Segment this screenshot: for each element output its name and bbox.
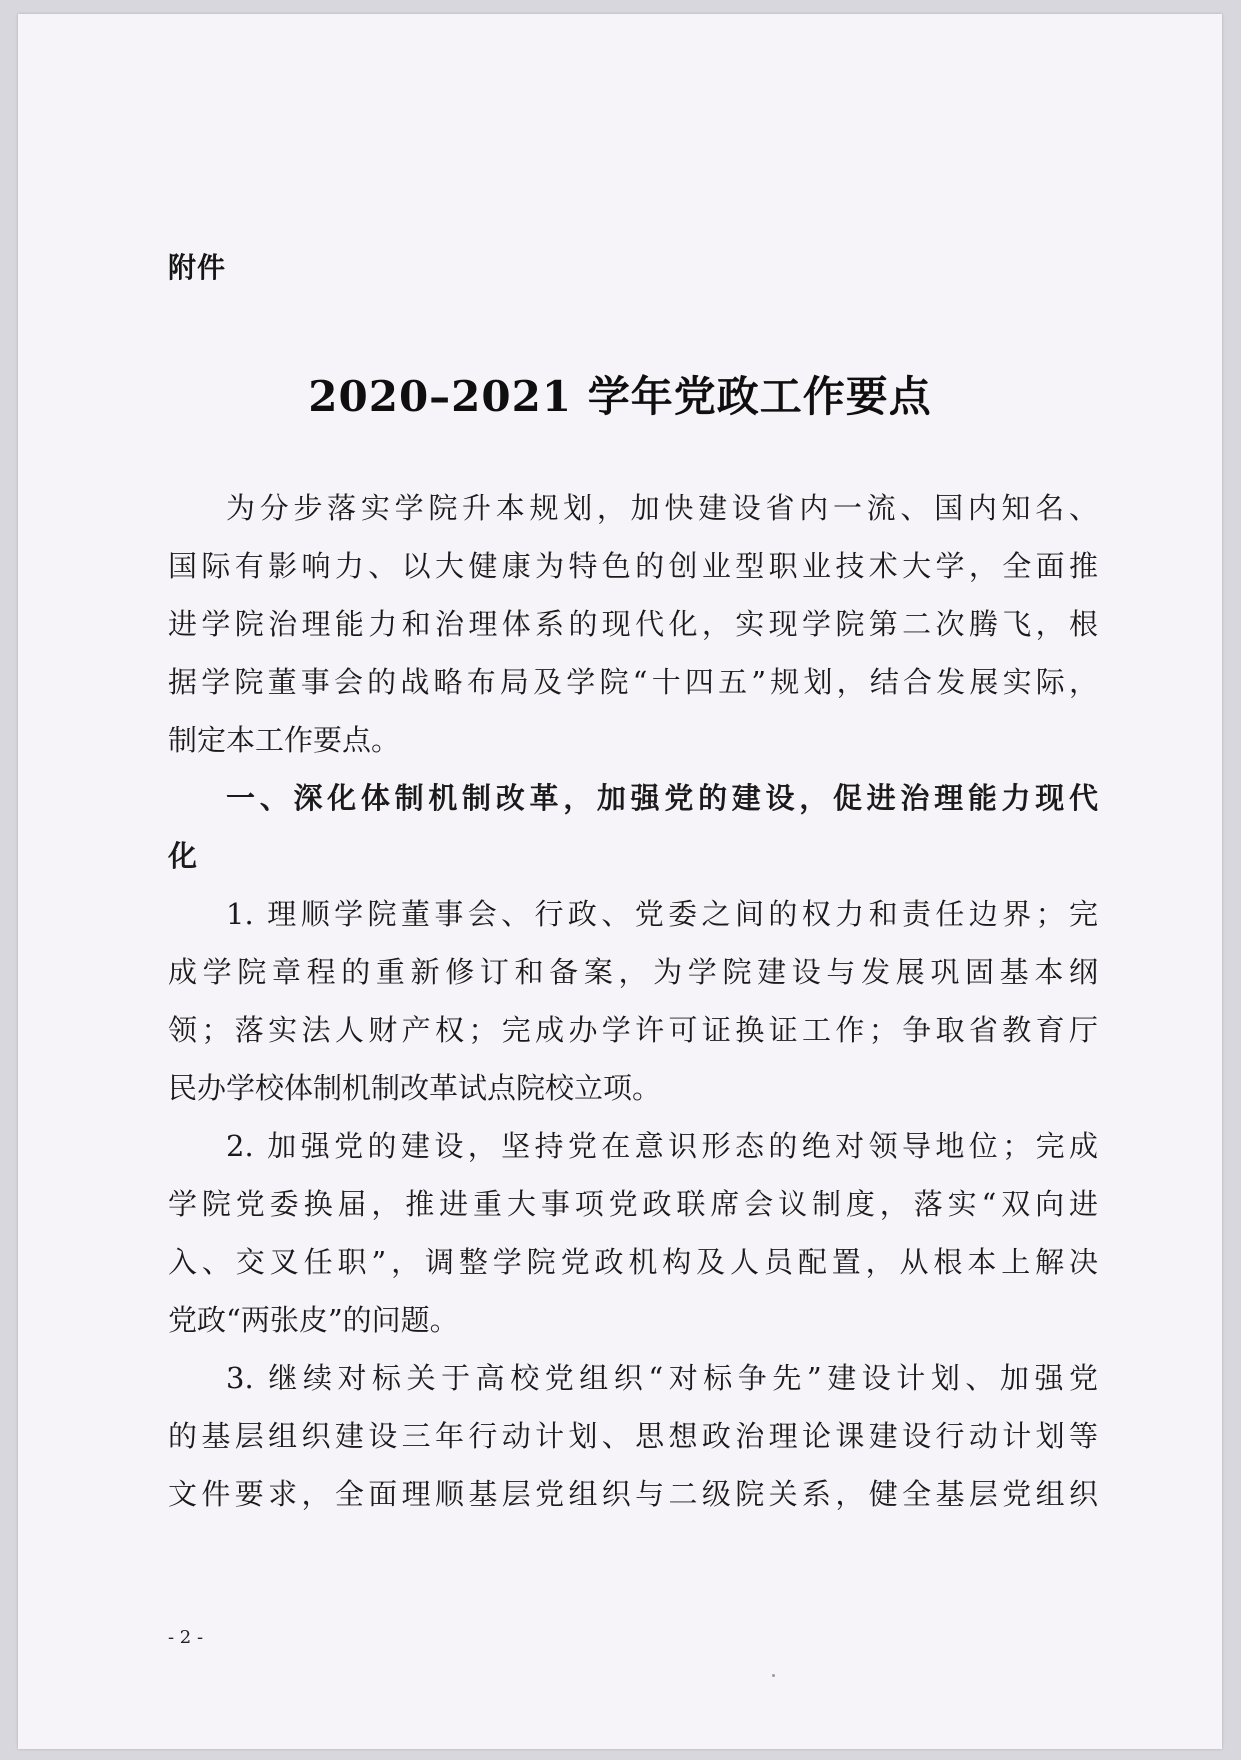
paragraph-line: 2. 加强党的建设，坚持党在意识形态的绝对领导地位；完成 bbox=[226, 1129, 1098, 1163]
section-heading-line: 化 bbox=[168, 839, 198, 873]
paragraph-line: 为分步落实学院升本规划，加快建设省内一流、国内知名、 bbox=[226, 491, 1098, 525]
paragraph-line: 民办学校体制机制改革试点院校立项。 bbox=[168, 1071, 662, 1105]
paragraph-line: 1. 理顺学院董事会、行政、党委之间的权力和责任边界；完 bbox=[226, 897, 1098, 931]
paragraph-line: 领；落实法人财产权；完成办学许可证换证工作；争取省教育厅 bbox=[168, 1013, 1098, 1047]
document-title: 2020–2021 学年党政工作要点 bbox=[308, 372, 932, 421]
paragraph-line: 学院党委换届，推进重大事项党政联席会议制度，落实“双向进 bbox=[168, 1187, 1098, 1221]
document-body bbox=[168, 479, 1098, 1523]
paragraph-line: 3. 继续对标关于高校党组织“对标争先”建设计划、加强党 bbox=[226, 1361, 1098, 1395]
paragraph-line: 据学院董事会的战略布局及学院“十四五”规划，结合发展实际， bbox=[168, 665, 1098, 699]
scan-speck bbox=[772, 1674, 775, 1677]
paragraph-line: 进学院治理能力和治理体系的现代化，实现学院第二次腾飞，根 bbox=[168, 607, 1098, 641]
paragraph-line: 成学院章程的重新修订和备案，为学院建设与发展巩固基本纲 bbox=[168, 955, 1098, 989]
paragraph-line: 的基层组织建设三年行动计划、思想政治理论课建设行动计划等 bbox=[168, 1419, 1098, 1453]
paragraph-line: 党政“两张皮”的问题。 bbox=[168, 1303, 459, 1337]
section-heading-line: 一、深化体制机制改革，加强党的建设，促进治理能力现代 bbox=[226, 781, 1098, 815]
paragraph-line: 入、交叉任职”，调整学院党政机构及人员配置，从根本上解决 bbox=[168, 1245, 1098, 1279]
paragraph-line: 国际有影响力、以大健康为特色的创业型职业技术大学，全面推 bbox=[168, 549, 1098, 583]
document-page bbox=[18, 14, 1222, 1749]
page-number: - 2 - bbox=[168, 1627, 204, 1648]
attachment-label: 附件 bbox=[168, 251, 227, 284]
paragraph-line: 文件要求，全面理顺基层党组织与二级院关系，健全基层党组织 bbox=[168, 1477, 1098, 1511]
paragraph-line: 制定本工作要点。 bbox=[168, 723, 401, 757]
